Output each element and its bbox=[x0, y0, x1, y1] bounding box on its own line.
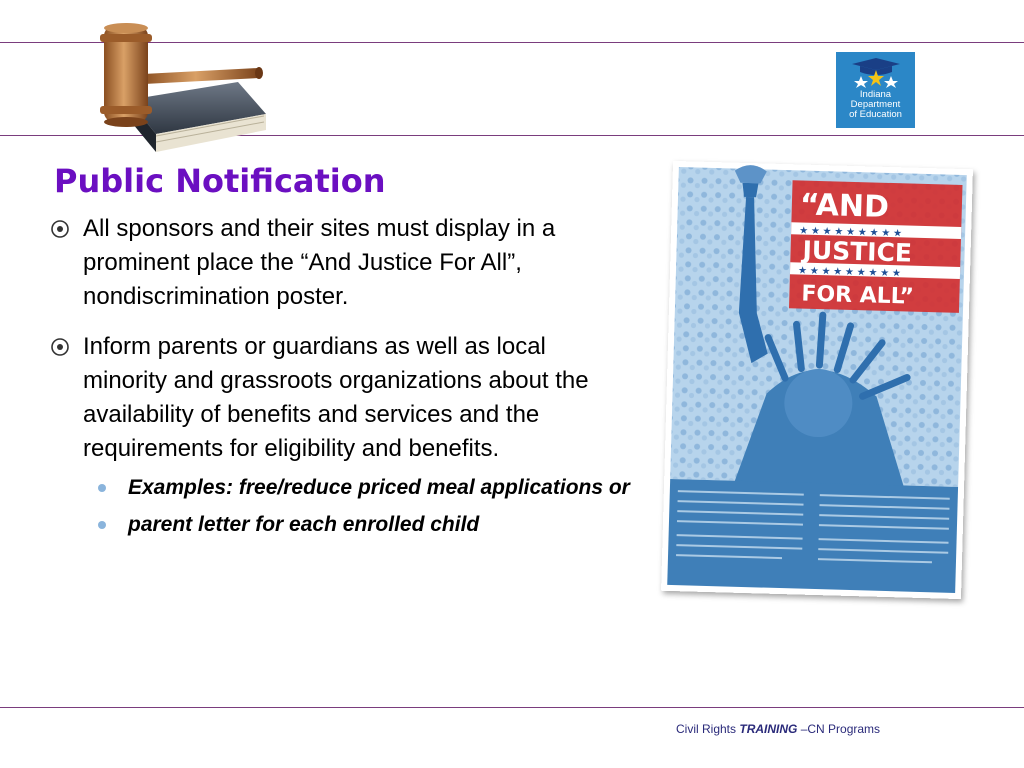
filled-dot-icon bbox=[98, 521, 106, 529]
indiana-doe-logo bbox=[836, 52, 915, 128]
sub-bullet-text: Examples: free/reduce priced meal applications or bbox=[128, 476, 630, 499]
gavel-on-book-icon bbox=[88, 22, 278, 162]
and-justice-for-all-poster bbox=[661, 161, 973, 599]
sub-bullet-item bbox=[83, 472, 636, 503]
slide-body bbox=[46, 212, 636, 556]
sub-bullet-item bbox=[83, 509, 636, 540]
footer-text-part-3: –CN Programs bbox=[797, 722, 881, 736]
mortarboard-stars-icon bbox=[846, 56, 906, 88]
poster-heading-line-2: JUSTICE bbox=[802, 235, 913, 268]
footer-divider bbox=[0, 707, 1024, 708]
footer-text-part-1: Civil Rights bbox=[676, 722, 740, 736]
bullet-text: Inform parents or guardians as well as local minority and grassroots organizations about the availability of benefits and services and the requirements for eligibility and benefits. bbox=[83, 333, 589, 462]
bullet-item bbox=[46, 212, 636, 314]
footer-text-part-2: TRAINING bbox=[739, 722, 798, 736]
poster-heading-line-3: FOR ALL” bbox=[801, 281, 915, 310]
logo-line-3: of Education bbox=[849, 109, 902, 120]
circled-dot-icon bbox=[50, 219, 70, 239]
logo-line-2: Department bbox=[850, 99, 901, 110]
sub-bullet-text: parent letter for each enrolled child bbox=[128, 513, 480, 536]
svg-text:★ ★ ★ ★ ★ ★ ★ ★ ★: ★ ★ ★ ★ ★ ★ ★ ★ ★ bbox=[797, 265, 902, 280]
logo-line-1: Indiana bbox=[859, 89, 892, 100]
poster-heading-line-1: “AND bbox=[799, 187, 890, 225]
sub-bullet-list bbox=[83, 472, 636, 540]
svg-text:★ ★ ★ ★ ★ ★ ★ ★ ★: ★ ★ ★ ★ ★ ★ ★ ★ ★ bbox=[799, 225, 903, 240]
slide-title: Public Notification bbox=[54, 162, 386, 200]
bullet-item bbox=[46, 330, 636, 540]
filled-dot-icon bbox=[98, 484, 106, 492]
circled-dot-icon bbox=[50, 337, 70, 357]
footer-text bbox=[676, 722, 880, 736]
bullet-text: All sponsors and their sites must display in a prominent place the “And Justice For All”, nondiscrimination poster. bbox=[83, 215, 556, 310]
